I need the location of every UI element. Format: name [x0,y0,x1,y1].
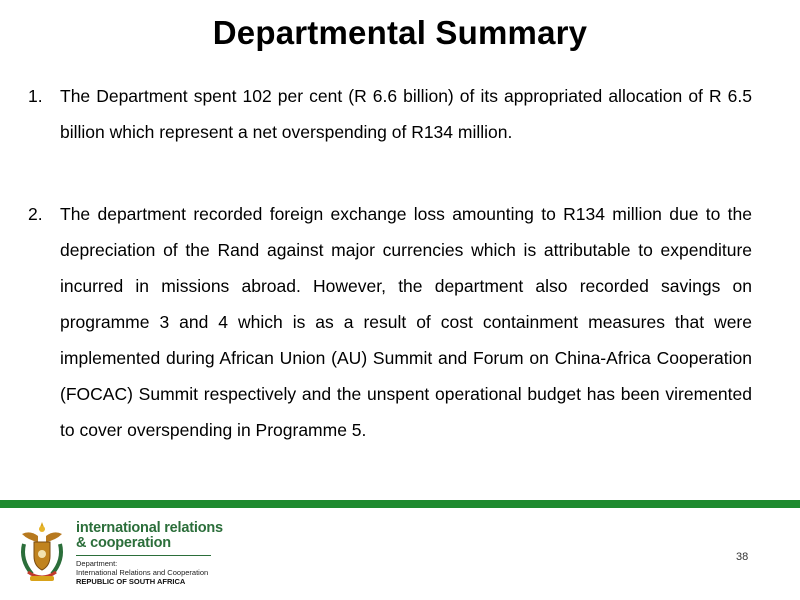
country-name: REPUBLIC OF SOUTH AFRICA [76,577,186,586]
slide-title: Departmental Summary [212,14,588,51]
list-item-text: The department recorded foreign exchange loss amounting to R134 million due to the depreciation of the Rand against major currencies which is attributable to expenditure incurred in missions abroad. However, the department also recorded savings on programme 3 and 4 which is as a result of cost containment measures that were implemented during African Union (AU) Summit and Forum on China-Africa Cooperation (FOCAC) Summit respectively and the unspent operational budget has been viremented to cover overspending in Programme 5. [60,204,752,440]
list-item [28,78,752,150]
summary-list [28,78,752,448]
brand-block [76,520,223,586]
brand-line-1: international relations [76,520,223,536]
page-number: 38 [736,551,749,563]
list-item-number: 1. [28,86,43,106]
list-item [28,196,752,448]
coat-of-arms-icon [16,520,68,586]
brand-rule [76,555,211,556]
brand-line-2: & cooperation [76,535,171,551]
list-item-number: 2. [28,204,43,224]
department-name: International Relations and Cooperation [76,568,209,577]
department-label: Department: [76,559,118,568]
footer-divider-bar [0,500,800,508]
list-item-text: The Department spent 102 per cent (R 6.6 billion) of its appropriated allocation of R 6.5 billion which represent a net overspending of R134 million. [60,86,752,142]
